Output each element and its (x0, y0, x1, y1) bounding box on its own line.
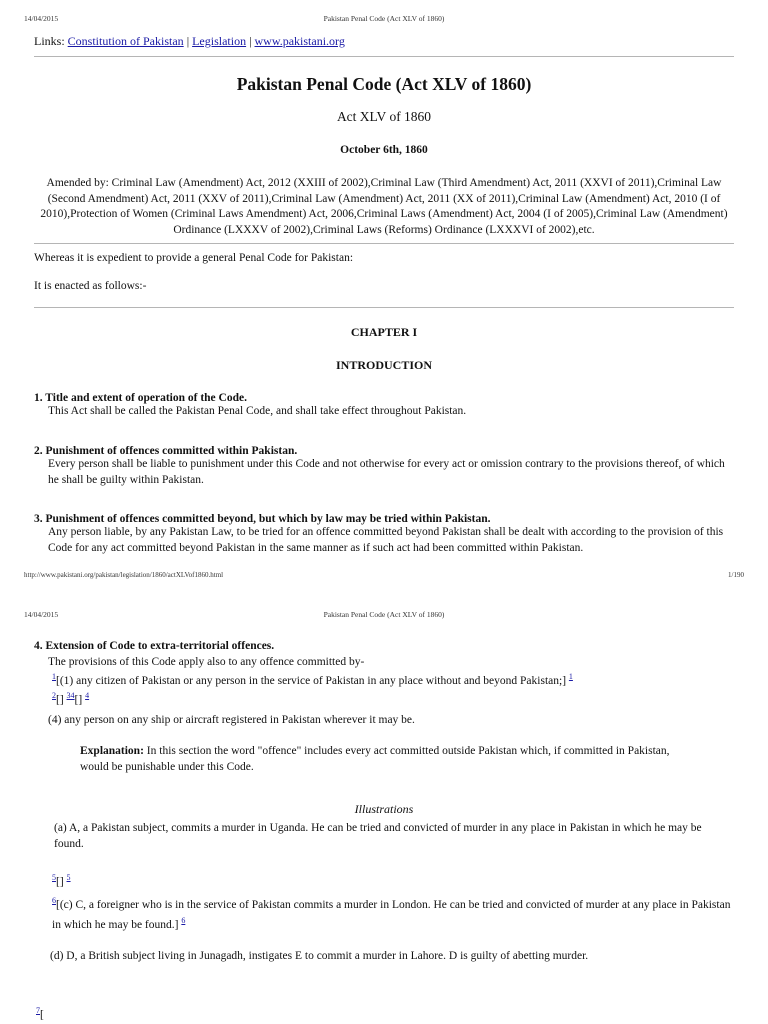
divider (34, 56, 734, 57)
footnote-ref-6-end[interactable]: 6 (181, 916, 186, 926)
clause-text: any citizen of Pakistan or any person in the service of Pakistan in any place without and beyond Pakistan;] (76, 674, 567, 687)
links-sep: | (186, 34, 190, 48)
links-label: Links: (34, 34, 65, 48)
preamble-enacted: It is enacted as follows:- (34, 280, 147, 292)
chapter-title: INTRODUCTION (335, 358, 432, 372)
footnote-ref-6[interactable]: 6 (52, 896, 56, 905)
footnote-ref-1[interactable]: 1 (52, 672, 56, 681)
empty-bracket: [] (56, 875, 64, 888)
preamble-whereas: Whereas it is expedient to provide a general Penal Code for Pakistan: (34, 252, 354, 264)
illustration-e-start (36, 1006, 734, 1021)
section-1 (34, 392, 734, 420)
illustration-c (52, 893, 734, 934)
clause-number: [(1) (56, 674, 74, 687)
print-title: Pakistan Penal Code (Act XLV of 1860) (323, 610, 445, 619)
section-4-heading: 4. Extension of Code to extra-territorial offences. (34, 640, 275, 652)
illustration-c-text: C, a foreigner who is in the service of Pakistan commits a murder in London. He can be tried and convicted of murder at any place in Pakistan in which he may be found.] (52, 898, 731, 932)
divider (34, 243, 734, 244)
document-title: Pakistan Penal Code (Act XLV of 1860) (236, 74, 532, 94)
print-date: 14/04/2015 (24, 14, 59, 23)
illustrations-heading: Illustrations (354, 802, 414, 816)
amendments-list: Amended by: Criminal Law (Amendment) Act, 2012 (XXIII of 2002),Criminal Law (Third Amendment) Act, 2011 (XXVI of 2011),Criminal Law (Second Amendment) Act, 2011 (XXV of 2011),Criminal Law (Amendment) Act, 2011 (XX of 2011),Criminal Law (Amendment) Act, 2010 (I of 2010),Protection of Women (Criminal Laws Amendment) Act, 2006,Criminal Laws (Amendment) Act, 2004 (I of 2005),Criminal Law (Amendment) Ordinance (LXXXV of 2002),Criminal Laws (Reforms) Ordinance (LXXXVI of 2002),etc. (40, 177, 728, 236)
open-bracket: [ (40, 1008, 44, 1021)
clause-1 (52, 672, 734, 687)
footnote-ref-7[interactable]: 7 (36, 1006, 40, 1015)
illustration-b-removed (52, 873, 734, 888)
section-2 (34, 445, 734, 488)
print-url: http://www.pakistani.org/pakistan/legislation/1860/actXLVof1860.html (24, 571, 224, 579)
clause-number: [(c) (56, 898, 73, 911)
section-body: This Act shall be called the Pakistan Penal Code, and shall take effect throughout Pakistan. (48, 405, 467, 417)
illustration-a: (a) A, a Pakistan subject, commits a murder in Uganda. He can be tried and convicted of murder in any place in Pakistan in which he may be found. (54, 822, 702, 850)
footnote-ref-4-end[interactable]: 4 (85, 691, 90, 700)
footnote-ref-5[interactable]: 5 (52, 873, 56, 882)
section-4-intro: The provisions of this Code apply also to any offence committed by- (48, 656, 365, 668)
section-body: Every person shall be liable to punishment under this Code and not otherwise for every act or omission contrary to the provisions thereof, of which he shall be guilty within Pakistan. (48, 458, 725, 486)
section-3 (34, 513, 734, 556)
chapter-number: CHAPTER I (350, 325, 418, 339)
divider (34, 307, 734, 308)
clauses-2-3 (52, 691, 734, 706)
act-date: October 6th, 1860 (340, 144, 428, 156)
footnote-ref-5-end[interactable]: 5 (66, 873, 71, 882)
explanation-label: Explanation: (80, 745, 144, 757)
page-number: 1/190 (728, 571, 744, 579)
section-heading: 2. Punishment of offences committed within Pakistan. (34, 445, 298, 457)
section-heading: 3. Punishment of offences committed beyond, but which by law may be tried within Pakistan. (34, 513, 491, 525)
link-legislation[interactable]: Legislation (192, 34, 247, 48)
link-pakistani-org[interactable]: www.pakistani.org (254, 34, 345, 48)
footnote-ref-1-end[interactable]: 1 (568, 672, 573, 681)
print-date: 14/04/2015 (24, 610, 59, 619)
section-heading: 1. Title and extent of operation of the Code. (34, 392, 247, 404)
explanation-text: In this section the word "offence" includes every act committed outside Pakistan which, if committed in Pakistan, would be punishable under this Code. (80, 745, 670, 773)
links-sep: | (249, 34, 252, 48)
section-body: Any person liable, by any Pakistan Law, to be tried for an offence committed beyond Pakistan shall be dealt with according to the provision of this Code for any act committed beyond Pakistan in the same manner as if such act had been committed within Pakistan. (48, 526, 724, 554)
empty-bracket: [] (74, 693, 83, 706)
footnote-ref-3[interactable]: 3 (66, 691, 71, 700)
footnote-ref-4[interactable]: 4 (70, 691, 75, 700)
links-bar (34, 34, 734, 49)
explanation (80, 744, 680, 775)
empty-bracket: [] (56, 693, 64, 706)
footnote-ref-2[interactable]: 2 (52, 691, 56, 700)
clause-4: (4) any person on any ship or aircraft registered in Pakistan wherever it may be. (48, 714, 415, 726)
illustration-d: (d) D, a British subject living in Junagadh, instigates E to commit a murder in Lahore. D is guilty of abetting murder. (50, 950, 589, 962)
link-constitution[interactable]: Constitution of Pakistan (67, 34, 184, 48)
print-title: Pakistan Penal Code (Act XLV of 1860) (323, 14, 445, 23)
act-number: Act XLV of 1860 (336, 109, 432, 124)
